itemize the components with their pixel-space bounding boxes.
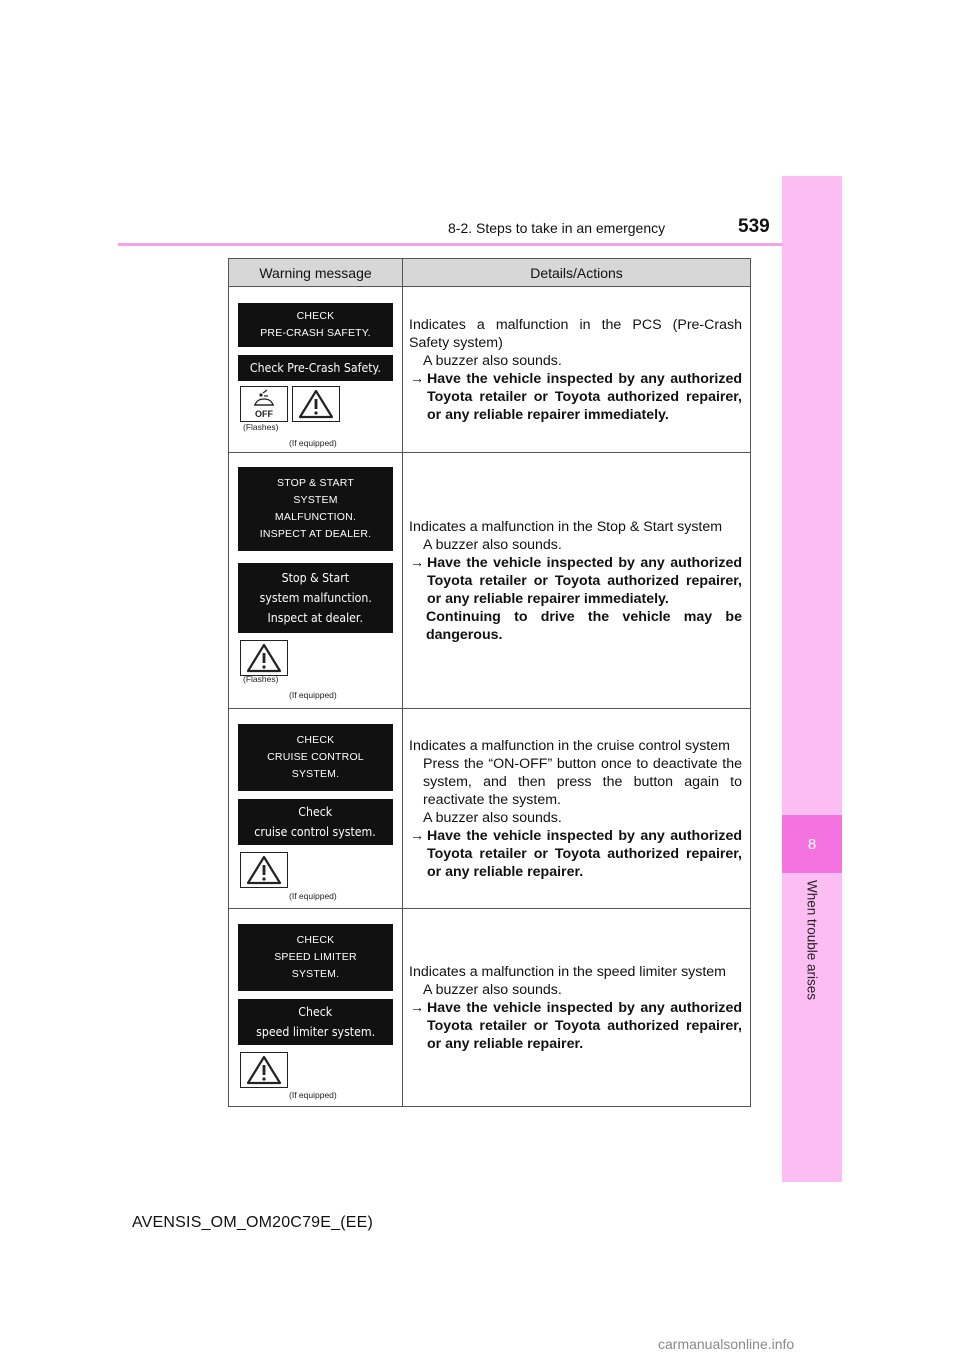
warning-triangle-icon [292, 386, 340, 422]
warning-visuals [229, 287, 403, 453]
section-title: 8-2. Steps to take in an emergency [448, 220, 666, 236]
display-line: Check [298, 804, 333, 819]
action-warning-text: Continuing to drive the vehicle may be dangerous. [426, 608, 742, 643]
page-number: 539 [738, 216, 770, 237]
malfunction-description: Indicates a malfunction in the cruise control system [409, 737, 730, 754]
warning-triangle-icon [240, 1052, 288, 1088]
display-message-mixed [238, 799, 393, 845]
header-divider [118, 243, 782, 246]
table-row [229, 709, 751, 909]
arrow-icon: → [410, 999, 425, 1016]
side-chapter-tab [782, 176, 842, 1182]
display-message-caps [238, 467, 393, 551]
warning-visuals [229, 709, 403, 909]
column-header-warning: Warning message [229, 259, 403, 287]
display-line: MALFUNCTION. [274, 511, 357, 523]
chapter-number: 8 [807, 835, 817, 853]
display-line: CRUISE CONTROL [267, 751, 364, 763]
display-line: system malfunction. [259, 590, 372, 605]
display-line: Check Pre-Crash Safety. [249, 360, 382, 375]
column-header-details: Details/Actions [403, 259, 751, 287]
display-line: cruise control system. [254, 824, 377, 839]
buzzer-note: A buzzer also sounds. [423, 809, 562, 826]
details-cell [403, 709, 751, 909]
details-cell [403, 909, 751, 1107]
warning-visuals [229, 909, 403, 1107]
flashes-note: (Flashes) [243, 422, 279, 432]
arrow-icon: → [410, 554, 425, 571]
table-row [229, 909, 751, 1107]
arrow-icon: → [410, 370, 425, 387]
action-item [409, 554, 742, 608]
display-message-mixed [238, 999, 393, 1045]
action-text: Have the vehicle inspected by any authorized Toyota retailer or Toyota authorized repairer, or any reliable repairer immediately. [427, 554, 742, 607]
action-item [409, 370, 742, 424]
pcs-off-label: OFF [255, 409, 273, 419]
action-text: Have the vehicle inspected by any authorized Toyota retailer or Toyota authorized repairer, or any reliable repairer immediately. [427, 370, 742, 423]
malfunction-description: Indicates a malfunction in the PCS (Pre-Crash Safety system) [409, 316, 742, 351]
warning-visuals [229, 453, 403, 709]
display-line: speed limiter system. [256, 1024, 375, 1039]
display-line: SYSTEM [293, 494, 338, 506]
equipped-note: (If equipped) [289, 1090, 337, 1100]
display-line: CHECK [296, 310, 335, 322]
display-message-caps [238, 724, 393, 791]
buzzer-note: A buzzer also sounds. [423, 981, 562, 998]
deactivate-note: Press the “ON-OFF” button once to deactivate the system, and then press the button again to reactivate the system. [423, 755, 742, 808]
equipped-note: (If equipped) [289, 891, 337, 901]
display-line: Inspect at dealer. [267, 610, 364, 625]
action-item [409, 827, 742, 881]
display-message-caps [238, 924, 393, 991]
chapter-number-badge [782, 815, 842, 873]
pcs-off-icon [240, 386, 288, 422]
chapter-label: When trouble arises [804, 879, 820, 1001]
display-line: Check [298, 1004, 333, 1019]
malfunction-description: Indicates a malfunction in the speed limiter system [409, 963, 727, 980]
buzzer-note: A buzzer also sounds. [423, 352, 562, 369]
display-message-mixed [238, 355, 393, 381]
display-line: Stop & Start [281, 570, 350, 585]
display-line: STOP & START [277, 477, 354, 489]
table-header-row [229, 259, 751, 287]
table-row [229, 287, 751, 453]
malfunction-description: Indicates a malfunction in the Stop & Start system [409, 518, 723, 535]
details-cell [403, 287, 751, 453]
display-line: CHECK [296, 734, 335, 746]
flashes-note: (Flashes) [243, 674, 279, 684]
action-text: Have the vehicle inspected by any authorized Toyota retailer or Toyota authorized repairer, or any reliable repairer. [427, 827, 742, 880]
display-message-mixed [238, 563, 393, 633]
table-row [229, 453, 751, 709]
display-line: PRE-CRASH SAFETY. [260, 327, 371, 339]
manual-code: AVENSIS_OM_OM20C79E_(EE) [132, 1214, 374, 1231]
action-text: Have the vehicle inspected by any authorized Toyota retailer or Toyota authorized repairer, or any reliable repairer. [427, 999, 742, 1052]
display-line: CHECK [296, 934, 335, 946]
display-message-caps [238, 303, 393, 347]
warning-triangle-icon [240, 640, 288, 676]
display-line: SYSTEM. [291, 968, 340, 980]
buzzer-note: A buzzer also sounds. [423, 536, 562, 553]
display-line: SYSTEM. [291, 768, 340, 780]
watermark: carmanualsonline.info [658, 1336, 795, 1352]
equipped-note: (If equipped) [289, 690, 337, 700]
details-cell [403, 453, 751, 709]
display-line: SPEED LIMITER [274, 951, 357, 963]
warning-triangle-icon [240, 852, 288, 888]
action-item [409, 999, 742, 1053]
equipped-note: (If equipped) [289, 438, 337, 448]
arrow-icon: → [410, 827, 425, 844]
warning-message-table [228, 258, 751, 1107]
display-line: INSPECT AT DEALER. [259, 528, 372, 540]
